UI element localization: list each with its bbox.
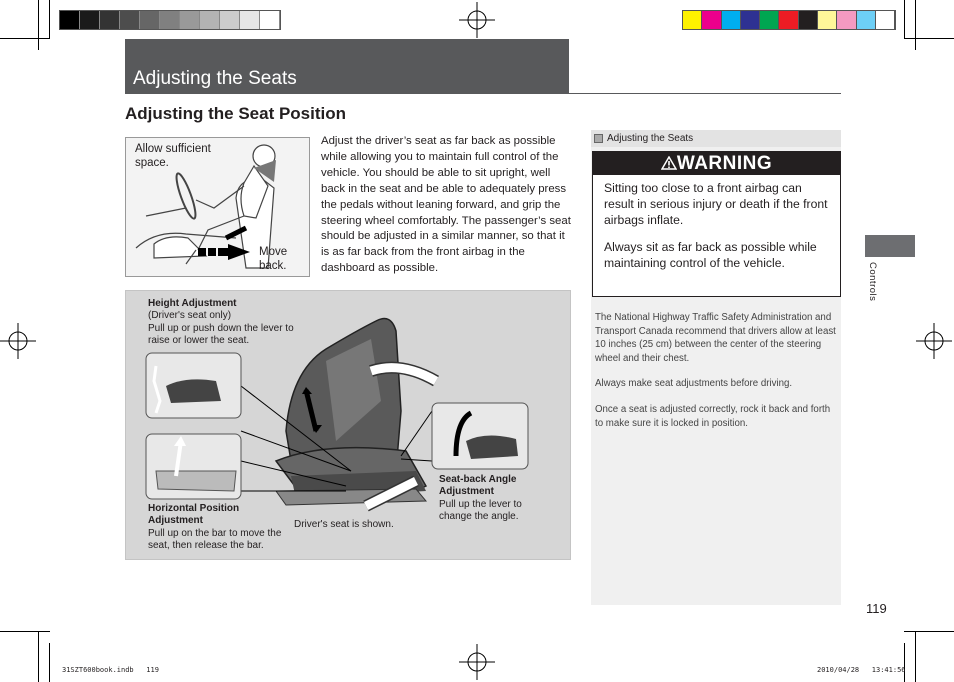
- print-slug-timestamp: 2010/04/28 13:41:56: [817, 666, 906, 674]
- warning-body: [593, 175, 840, 271]
- sidebar-note: Always make seat adjustments before driving.: [595, 378, 793, 390]
- color-swatch: [760, 11, 779, 29]
- color-swatch: [180, 11, 200, 29]
- registration-mark-icon: [0, 323, 36, 359]
- color-swatch: [818, 11, 837, 29]
- sidebar-note: The National Highway Traffic Safety Administration and Transport Canada recommend that drivers allow at least 10 inches (25 cm) between the center of the steering wheel and their chest.: [595, 312, 836, 364]
- sidebar-reference: [591, 130, 841, 147]
- warning-label: WARNING: [676, 153, 773, 174]
- caption-height-sub: (Driver's seat only): [148, 310, 232, 322]
- caption-height-adjustment: [148, 298, 298, 348]
- color-swatch: [683, 11, 702, 29]
- caption-angle-title: Seat-back Angle Adjustment: [439, 474, 517, 498]
- page-title-bar: [125, 39, 569, 93]
- color-swatch: [60, 11, 80, 29]
- caption-angle-desc: Pull up the lever to change the angle.: [439, 498, 522, 523]
- color-swatch: [220, 11, 240, 29]
- warning-paragraph: Sitting too close to a front airbag can result in serious injury or death if the front airbags inflate.: [604, 181, 828, 227]
- label-move-back: Move back.: [259, 246, 288, 272]
- caption-height-title: Height Adjustment: [148, 298, 237, 309]
- title-divider: [125, 93, 841, 94]
- color-swatch: [876, 11, 895, 29]
- seat-adjustment-illustration: [125, 290, 571, 560]
- warning-box: [592, 151, 841, 297]
- color-swatch: [857, 11, 876, 29]
- gray-color-bar: [59, 10, 281, 30]
- color-swatch: [722, 11, 741, 29]
- chapter-tab-label: [866, 262, 880, 310]
- caption-height-desc: Pull up or push down the lever to raise or lower the seat.: [148, 322, 294, 347]
- warning-paragraph: Always sit as far back as possible while maintaining control of the vehicle.: [604, 240, 817, 270]
- caption-horizontal-desc: Pull up on the bar to move the seat, then release the bar.: [148, 527, 282, 552]
- caption-horizontal-title: Horizontal Position Adjustment: [148, 503, 240, 527]
- chapter-tab-marker: [865, 235, 915, 257]
- caption-horizontal-adjustment: [148, 503, 294, 553]
- print-slug-file: 31SZT600book.indb 119: [62, 666, 159, 674]
- registration-mark-icon: [459, 2, 495, 38]
- color-swatch: [741, 11, 760, 29]
- page-title: Adjusting the Seats: [133, 68, 297, 89]
- body-paragraph: Adjust the driver’s seat as far back as possible while allowing you to maintain full control of the vehicle. You should be able to sit upright, well back in the seat and be able to adequately press the pedals without leaning forward, and grip the steering wheel comfortably. The passenger’s seat should be adjusted in a similar manner, so that it is as far back from the front airbag in the dashboard as possible.: [321, 135, 571, 275]
- section-title: Adjusting the Seat Position: [125, 104, 347, 123]
- caption-seat-back-angle: [439, 474, 539, 524]
- color-swatch: [837, 11, 856, 29]
- process-color-bar: [682, 10, 896, 30]
- driver-posture-illustration: [125, 137, 310, 277]
- sidebar-reference-label: Adjusting the Seats: [607, 133, 694, 144]
- chapter-label-text: Controls: [867, 262, 878, 302]
- color-swatch: [779, 11, 798, 29]
- registration-mark-icon: [459, 644, 495, 680]
- color-swatch: [140, 11, 160, 29]
- page-number: 119: [866, 601, 887, 616]
- color-swatch: [799, 11, 818, 29]
- registration-mark-icon: [916, 323, 952, 359]
- sidebar-notes: [591, 130, 841, 605]
- color-swatch: [160, 11, 180, 29]
- color-swatch: [260, 11, 280, 29]
- sidebar-note-list: [595, 311, 839, 442]
- color-swatch: [240, 11, 260, 29]
- sidebar-note: Once a seat is adjusted correctly, rock it back and forth to make sure it is locked in position.: [595, 403, 831, 429]
- caption-drivers-seat-shown: Driver's seat is shown.: [294, 519, 394, 530]
- warning-header: [593, 152, 840, 175]
- color-swatch: [200, 11, 220, 29]
- color-swatch: [100, 11, 120, 29]
- color-swatch: [120, 11, 140, 29]
- color-swatch: [702, 11, 721, 29]
- label-allow-space: Allow sufficient space.: [135, 143, 211, 169]
- reference-icon: [594, 134, 603, 143]
- warning-triangle-icon: [661, 156, 677, 170]
- color-swatch: [80, 11, 100, 29]
